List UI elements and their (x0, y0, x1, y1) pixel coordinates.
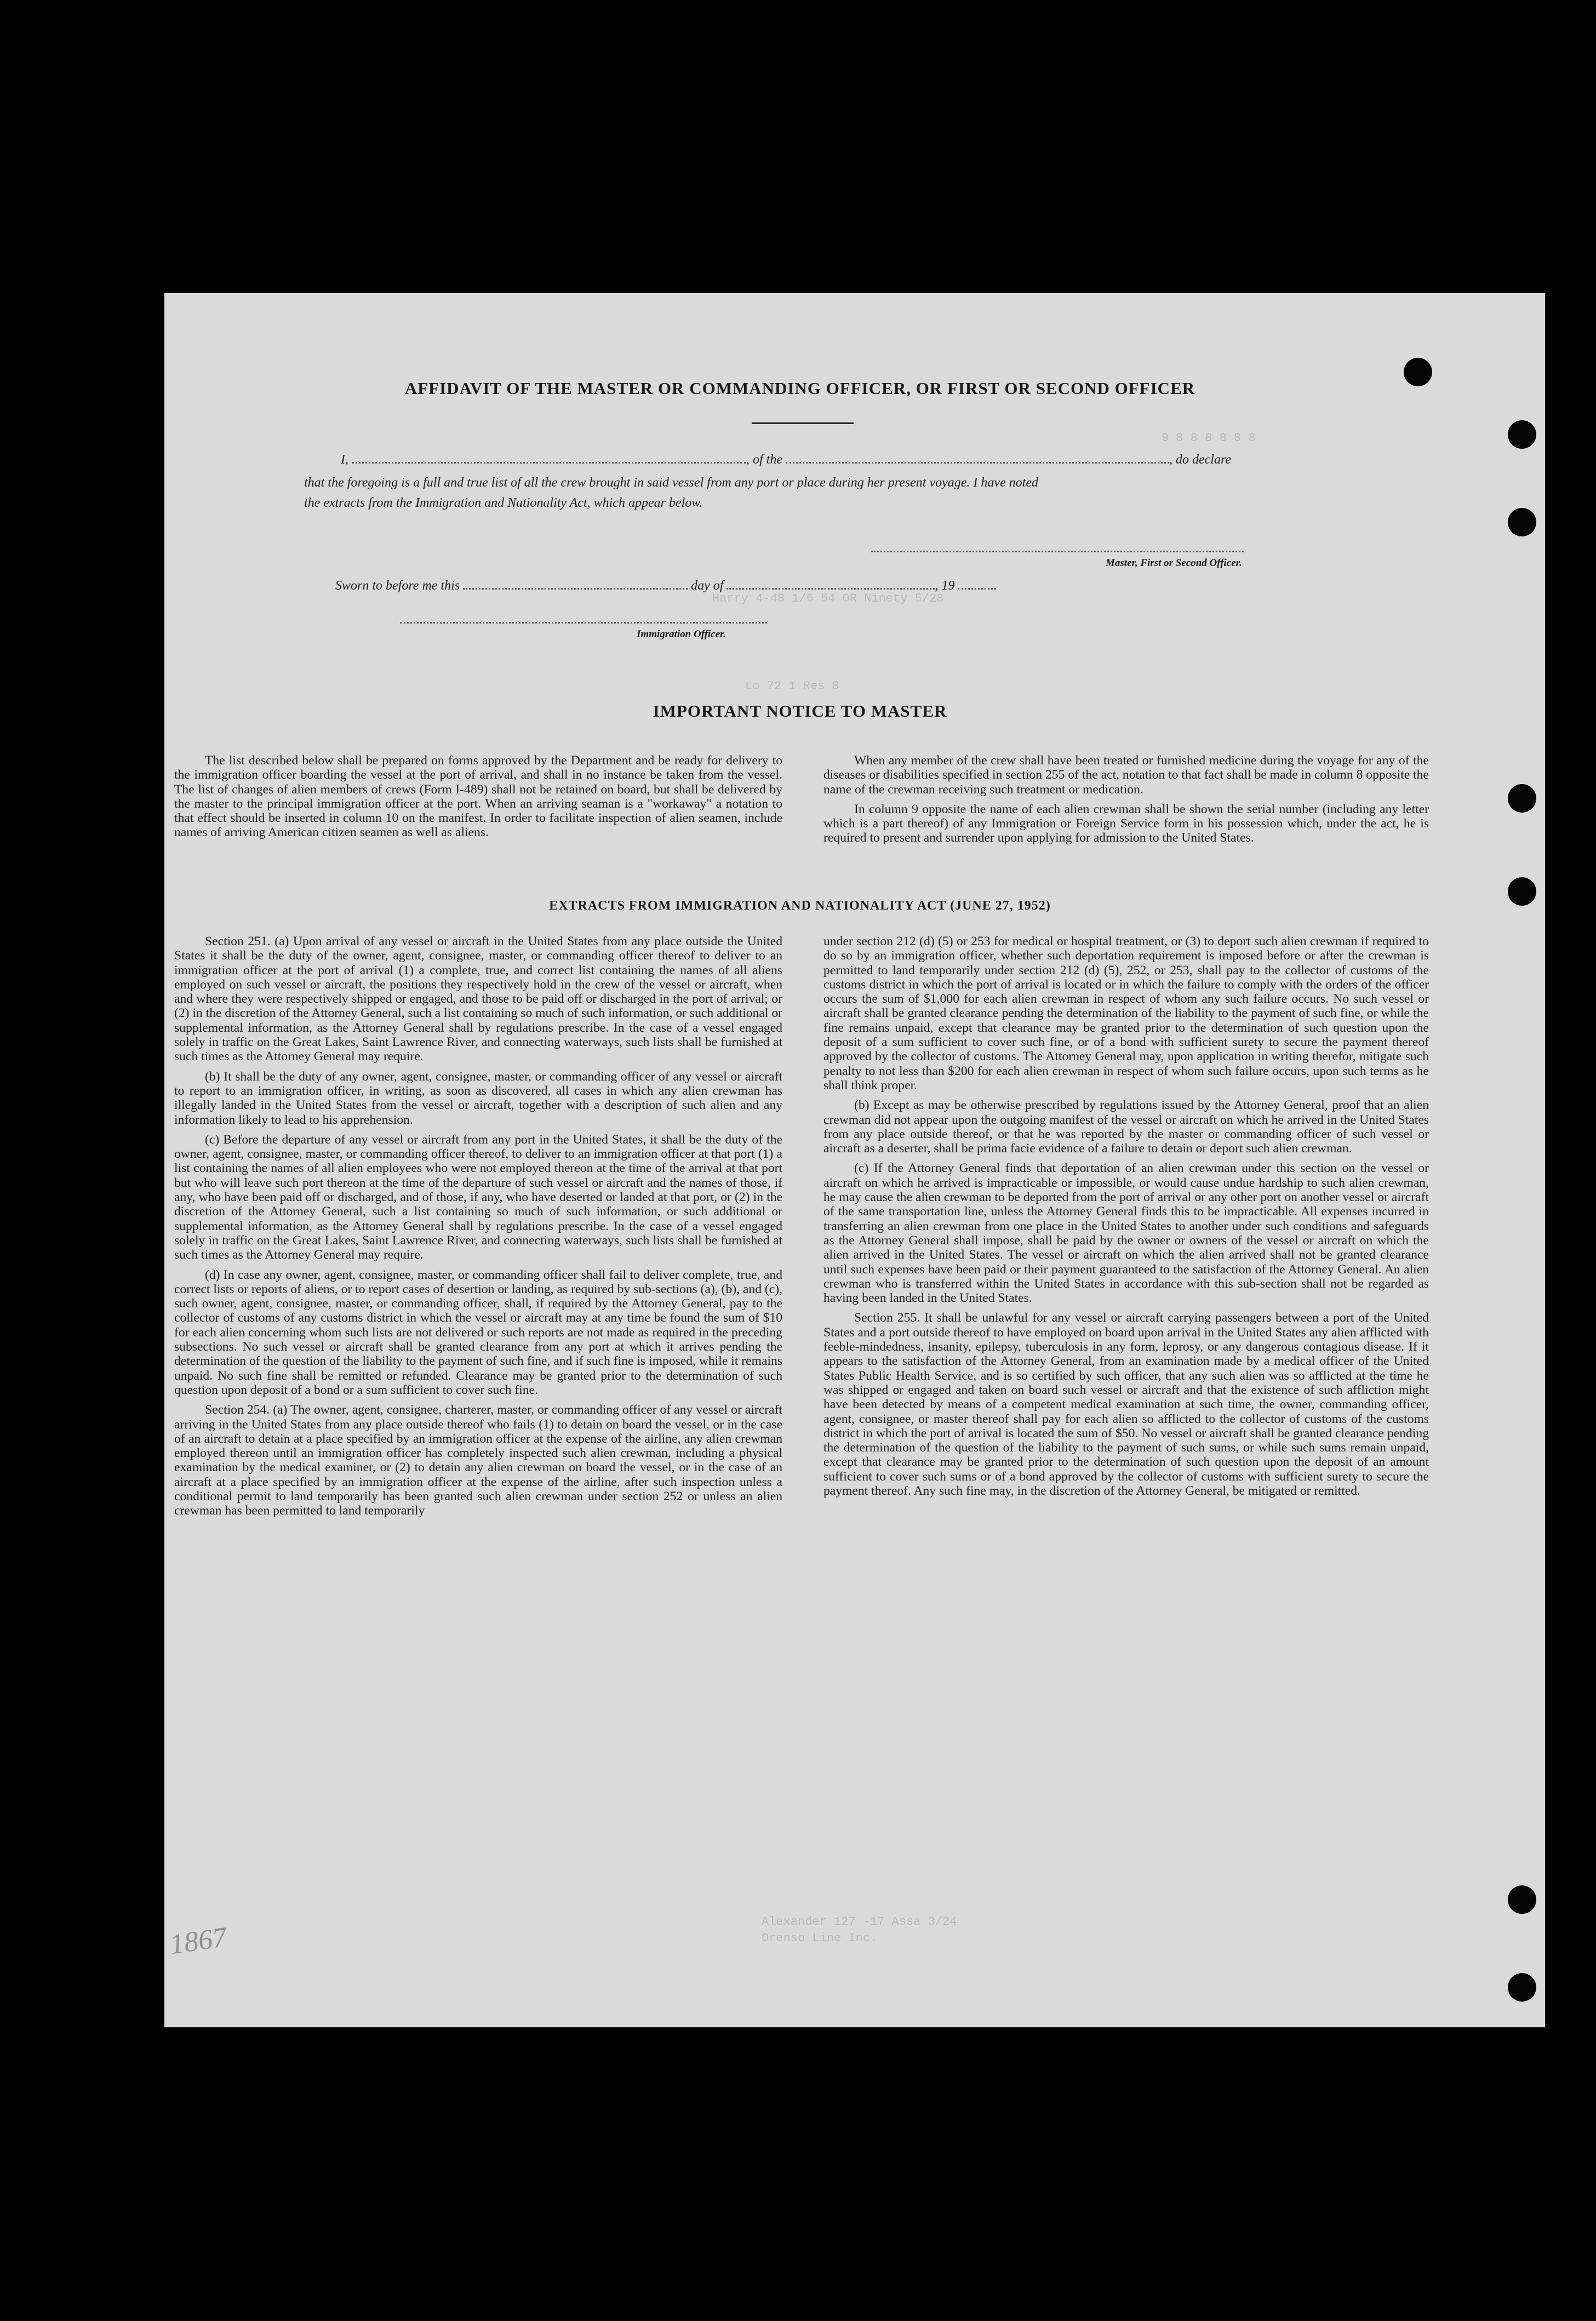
section-251-b: (b) It shall be the duty of any owner, agent, consignee, master, or commanding officer of any vessel or aircraft to report to an immigration officer, in writing, as soon as discovered, all cases in which any alien crewman has illegally landed in the United States from the vessel or aircraft, together with a description of such alien and any information likely to lead to his apprehension. (174, 1069, 782, 1127)
declaration-fill-line (341, 452, 1231, 467)
punch-hole (1508, 508, 1536, 536)
master-signature-line (871, 551, 1244, 552)
day-of-label: day of (691, 579, 724, 593)
section-251-a: Section 251. (a) Upon arrival of any vessel or aircraft in the United States from any place outside the United States it shall be the duty of the owner, agent, consignee, master, or commanding officer thereof to deliver to an immigration officer at the port of arrival (1) a complete, true, and correct list containing the names of all aliens employed on such vessel or aircraft, the positions they respectively hold in the crew of the vessel or aircraft, when and where they were respectively shipped or engaged, and those to be paid off or discharged in the port of arrival; or (2) in the discretion of the Attorney General, such a list containing so much of such information, or such additional or supplemental information, as the Attorney General shall by regulations prescribe. In the case of a vessel engaged solely in traffic on the Great Lakes, Saint Lawrence River, and connecting waterways, such lists shall be furnished at such times as the Attorney General may require. (174, 934, 782, 1064)
sworn-label: Sworn to before me this (335, 579, 460, 593)
sworn-month-blank (727, 578, 935, 590)
punch-hole (1508, 420, 1536, 449)
punch-hole (1508, 1973, 1536, 2002)
name-blank (352, 452, 746, 464)
extracts-right-column (823, 934, 1429, 1503)
section-251-c: (c) Before the departure of any vessel or aircraft from any port in the United States, it shall be the duty of the owner, agent, consignee, master, or commanding officer thereof, to deliver to an immigration officer at that port (1) a list containing the names of all alien employees who were not employed thereon at the time of the arrival at that port but who will leave such port thereon at the time of the departure of such vessel or aircraft and the names of those, if any, who have been paid off or discharged, and of those, if any, who have deserted or landed at that port, or (2) in the discretion of the Attorney General, such a list containing so much of such information, or such additional or supplemental information, as the Attorney General shall by regulations prescribe. In the case of a vessel engaged solely in traffic on the Great Lakes, Saint Lawrence River, and connecting waterways, such lists shall be furnished at such times as the Attorney General may require. (174, 1132, 782, 1262)
section-254-a: Section 254. (a) The owner, agent, consignee, charterer, master, or commanding officer of any vessel or aircraft arriving in the United States from any place outside thereof who fails (1) to detain on board the vessel, or in the case of an aircraft to detain at a place specified by an immigration officer at the expense of the airline, any alien crewman employed thereon until an immigration officer has completely inspected such alien crewman, including a physical examination by the medical examiner, or (2) to detain any alien crewman on board the vessel, or in the case of an aircraft at a place specified by an immigration officer at the expense of the airline, after such inspection unless a conditional permit to land temporarily has been granted such alien crewman under section 252 or unless an alien crewman has been permitted to land temporarily (174, 1403, 782, 1518)
sworn-day-blank (463, 578, 688, 590)
vessel-blank (786, 452, 1169, 464)
of-the-label: , of the (746, 453, 782, 467)
extracts-left-column (174, 934, 782, 1524)
declaration-line-2: the extracts from the Immigration and Nationality Act, which appear below. (304, 496, 703, 510)
notice-right-column (823, 753, 1429, 851)
notice-paragraph: When any member of the crew shall have been treated or furnished medicine during the voyage for any of the diseases or disabilities specified in section 255 of the act, notation to that fact shall be made in column 8 opposite the name of the crewman receiving such treatment or medication. (823, 753, 1429, 797)
notice-title: IMPORTANT NOTICE TO MASTER (653, 701, 947, 721)
officer-caption: Immigration Officer. (637, 628, 727, 640)
notice-paragraph: The list described below shall be prepared on forms approved by the Department and be ready for delivery to the immigration officer boarding the vessel at the port of arrival, and shall in no instance be taken from the vessel. The list of changes of alien members of crews (Form I-489) shall not be retained on board, but shall be delivered by the master to the principal immigration officer at the port. When an arriving seaman is a "workaway" a notation to that effect should be inserted in column 10 on the manifest. In order to facilitate inspection of alien seamen, include names of arriving American citizen seamen as well as aliens. (174, 753, 782, 840)
handwritten-number: 1867 (168, 1922, 229, 1960)
section-254-b: (b) Except as may be otherwise prescribed by regulations issued by the Attorney General, proof that an alien crewman did not appear upon the outgoing manifest of the vessel or aircraft on which he arrived in the United States from any place outside thereof, or that he was reported by the master or commanding officer of such vessel or aircraft as a deserter, shall be prima facie evidence of a failure to detain or deport such alien crewman. (823, 1098, 1429, 1156)
sworn-fill-line (335, 578, 996, 593)
title-divider (752, 422, 854, 424)
notice-left-column (174, 753, 782, 845)
section-255: Section 255. It shall be unlawful for any vessel or aircraft carrying passengers between a port of the United States and a port outside thereof to have employed on board upon arrival in the United States any alien afflicted with feeble-mindedness, insanity, epilepsy, tuberculosis in any form, leprosy, or any dangerous contagious disease. If it appears to the satisfaction of the Attorney General, from an examination made by a medical officer of the United States Public Health Service, and is so certified by such officer, that any such alien was so afflicted at the time he was shipped or engaged and taken on board such vessel or aircraft and that the existence of such affliction might have been detected by means of a competent medical examination at such time, the owner, commanding officer, agent, consignee, or master thereof shall pay for each alien so afflicted to the collector of customs of the customs district in which the port of arrival is located the sum of $50. No vessel or aircraft shall be granted clearance pending the determination of the question of the liability to the payment of such sums, or while such sums remain unpaid, except that clearance may be granted prior to the determination of such question upon the deposit of an amount sufficient to cover such sums or of a bond approved by the collector of customs with sufficient surety to secure the payment thereof. Any such fine may, in the discretion of the Attorney General, be mitigated or remitted. (823, 1311, 1429, 1498)
notice-paragraph: In column 9 opposite the name of each alien crewman shall be shown the serial number (including any letter which is a part thereof) of any Immigration or Foreign Service form in his possession which, under the act, he is required to present and surrender upon applying for admission to the United States. (823, 802, 1429, 845)
do-declare-label: , do declare (1169, 453, 1232, 467)
sworn-year-blank (958, 578, 996, 590)
section-254-c: (c) If the Attorney General finds that deportation of an alien crewman under this section on the vessel or aircraft on which he arrived is impracticable or impossible, or would cause undue hardship to such alien crewman, he may cause the alien crewman to be deported from the port of arrival or any other port on another vessel or aircraft of the same transportation line, unless the Attorney General finds this to be impracticable. All expenses incurred in transferring an alien crewman from one place in the United States to another under such conditions and safeguards as the Attorney General shall impose, shall be paid by the owner or owners of the vessel or aircraft on which the alien arrived in the United States. The vessel or aircraft on which the alien arrived shall not be granted clearance until such expenses have been paid or their payment guaranteed to the satisfaction of the Attorney General. An alien crewman who is transferred within the United States in accordance with this sub-section shall not be regarded as having been landed in the United States. (823, 1161, 1429, 1306)
punch-hole (1508, 877, 1536, 906)
section-254-a-continued: under section 212 (d) (5) or 253 for medical or hospital treatment, or (3) to deport such alien crewman if required to do so by an immigration officer, whether such deportation requirement is imposed before or after the crewman is permitted to land temporarily under section 212 (d) (5), 252, or 253, shall pay to the collector of customs of the customs district in which the port of arrival is located or in which the failure to comply with the orders of the officer occurs the sum of $1,000 for each alien crewman in respect of whom any such failure occurs. No such vessel or aircraft shall be granted clearance pending the determination of the liability to the payment of such fine, or while the fine remains unpaid, except that clearance may be granted prior to the determination of such question upon the deposit of a sum sufficient to cover such fine, or of a bond with sufficient surety to secure the payment thereof approved by the collector of customs. The Attorney General may, upon application in writing therefor, mitigate such penalty to not less than $200 for each alien crewman in respect of whom such failure occurs, upon such terms as he shall think proper. (823, 934, 1429, 1093)
year-label: , 19 (935, 579, 955, 593)
section-251-d: (d) In case any owner, agent, consignee, master, or commanding officer shall fail to deliver complete, true, and correct lists or reports of aliens, or to report cases of desertion or landing, as required by sub-sections (a), (b), and (c), such owner, agent, consignee, master, or commanding officer, shall, if required by the Attorney General, pay to the collector of customs of any customs district in which the vessel or aircraft may at any time be found the sum of $10 for each alien concerning whom such lists are not delivered or such reports are not made as required in the preceding subsections. No such vessel or aircraft shall be granted clearance from any port at which it arrives pending the determination of the question of the liability to the payment of such fine, and if such fine is imposed, while it remains unpaid. No such fine shall be remitted or refunded. Clearance may be granted prior to the determination of such question upon deposit of a bond or a sum sufficient to cover such fine. (174, 1267, 782, 1397)
punch-hole (1508, 1885, 1536, 1914)
master-caption: Master, First or Second Officer. (1106, 557, 1242, 569)
document-page: 9 8 8 8 8 8 8 Harry 4-48 1/6 54 OR Ninety 5/28 Lo 72 1 Res 8 Alexander 127 -17 Assa 3/24 Orenso Line Inc. AFFIDAVIT OF THE MASTER OR COMMANDING OFFICER, OR FIRST OR SECOND OFFICER I, , of the , do declare that the foregoing is a full and true list of all the crew brought in said vessel from any port or place during her present voyage. I have noted the extracts from the Immigration and Nationality Act, which appear below. Master, First or Second Officer. Sworn to before me this day of , 19 Immigration Officer. IMPORTANT NOTICE TO MASTER The list described below shall be prepared on forms approved by the Department and be ready for delivery to the immigration officer boarding the vessel at the port of arrival, and shall in no instance be taken from the vessel. The list of changes of alien members of crews (Form I-489) shall not be retained on board, but shall be delivered by the master to the principal immigration officer at the port. When an arriving seaman is a "workaway" a notation to that effect should be inserted in column 10 on the manifest. In order to facilitate inspection of alien seamen, include names of arriving American citizen seamen as well as aliens. When any member of the crew shall have been treated or furnished medicine during the voyage for any of the diseases or disabilities specified in section 255 of the act, notation to that fact shall be made in column 8 opposite the name of the crewman receiving such treatment or medication. In column 9 opposite the name of each alien crewman shall be shown the serial number (including any letter which is a part thereof) of any Immigration or Foreign Service form in his possession which, under the act, he is required to present and surrender upon applying for admission to the United States. EXTRACTS FROM IMMIGRATION AND NATIONALITY ACT (JUNE 27, 1952) Section 251. (a) Upon arrival of any vessel or aircraft in the United States from any place outside the United States it shall be the duty of the owner, agent, consignee, master, or commanding officer thereof to deliver to an immigration officer at the port of arrival (1) a complete, true, and correct list containing the names of all aliens employed on such vessel or aircraft, the positions they respectively hold in the crew of the vessel or aircraft, when and where they were respectively shipped or engaged, and those to be paid off or discharged in the port of arrival; or (2) in the discretion of the Attorney General, such a list containing so much of such information, or such additional or supplemental information, as the Attorney General shall by regulations prescribe. In the case of a vessel engaged solely in traffic on the Great Lakes, Saint Lawrence River, and connecting waterways, such lists shall be furnished at such times as the Attorney General may require. (b) It shall be the duty of any owner, agent, consignee, master, or commanding officer of any vessel or aircraft to report to an immigration officer, in writing, as soon as discovered, all cases in which any alien crewman has illegally landed in the United States from the vessel or aircraft, together with a description of such alien and any information likely to lead to his apprehension. (c) Before the departure of any vessel or aircraft from any port in the United States, it shall be the duty of the owner, agent, consignee, master, or commanding officer thereof, to deliver to an immigration officer at that port (1) a list containing the names of all alien employees who were not employed thereon at the time of the arrival at that port but who will leave such port thereon at the time of the departure of such vessel or aircraft and the names of those, if any, who have been paid off or discharged, and of those, if any, who have deserted or landed at that port, or (2) in the discretion of the Attorney General, such a list containing so much of such information, or such additional or supplemental information, as the Attorney General shall by regulations prescribe. In the case of a vessel engaged solely in traffic on the Great Lakes, Saint Lawrence River, and connecting waterways, such lists shall be furnished at such times as the Attorney General may require. (d) In case any owner, agent, consignee, master, or commanding officer shall fail to deliver complete, true, and correct lists or reports of aliens, or to report cases of desertion or landing, as required by sub-sections (a), (b), and (c), such owner, agent, consignee, master, or commanding officer, shall, if required by the Attorney General, pay to the collector of customs of any customs district in which the vessel or aircraft may at any time be found the sum of $10 for each alien concerning whom such lists are not delivered or such reports are not made as required in the preceding subsections. No such vessel or aircraft shall be granted clearance from any port at which it arrives pending the determination of the question of the liability to the payment of such fine, and if such fine is imposed, while it remains unpaid. No such fine shall be remitted or refunded. Clearance may be granted prior to the determination of such question upon deposit of a bond or a sum sufficient to cover such fine. Section 254. (a) The owner, agent, consignee, charterer, master, or commanding officer of any vessel or aircraft arriving in the United States from any place outside thereof who fails (1) to detain on board the vessel, or in the case of an aircraft to detain at a place specified by an immigration officer at the expense of the airline, any alien crewman employed thereon until an immigration officer has completely inspected such alien crewman, including a physical examination by the medical examiner, or (2) to detain any alien crewman on board the vessel, or in the case of an aircraft at a place specified by an immigration officer at the expense of the airline, after such inspection unless a conditional permit to land temporarily has been granted such alien crewman under section 252 or unless an alien crewman has been permitted to land temporarily under section 212 (d) (5) or 253 for medical or hospital treatment, or (3) to deport such alien crewman if required to do so by an immigration officer, whether such deportation requirement is imposed before or after the crewman is permitted to land temporarily under section 212 (d) (5), 252, or 253, shall pay to the collector of customs of the customs district in which the port of arrival is located or in which the failure to comply with the orders of the officer occurs the sum of $1,000 for each alien crewman in respect of whom any such failure occurs. No such vessel or aircraft shall be granted clearance pending the determination of the liability to the payment of such fine, or while the fine remains unpaid, except that clearance may be granted prior to the determination of such question upon the deposit of a sum sufficient to cover such fine, or of a bond with sufficient surety to secure the payment thereof approved by the collector of customs. The Attorney General may, upon application in writing therefor, mitigate such penalty to not less than $200 for each alien crewman in respect of whom such failure occurs, upon such terms as he shall think proper. (b) Except as may be otherwise prescribed by regulations issued by the Attorney General, proof that an alien crewman did not appear upon the outgoing manifest of the vessel or aircraft on which he arrived in the United States from any place outside thereof, or that he was reported by the master or commanding officer of such vessel or aircraft as a deserter, shall be prima facie evidence of a failure to detain or deport such alien crewman. (c) If the Attorney General finds that deportation of an alien crewman under this section on the vessel or aircraft on which he arrived is impracticable or impossible, or would cause undue hardship to such alien crewman, he may cause the alien crewman to be deported from the port of arrival or any other port on another vessel or aircraft of the same transportation line, unless the Attorney General finds this to be impracticable. All expenses incurred in transferring an alien crewman from one place in the United States to another under such conditions and safeguards as the Attorney General shall impose, shall be paid by the owner or owners of the vessel or aircraft on which the alien arrived in the United States. The vessel or aircraft on which the alien arrived shall not be granted clearance until such expenses have been paid or their payment guaranteed to the satisfaction of the Attorney General. An alien crewman who is transferred within the United States in accordance with this sub-section shall not be regarded as having been landed in the United States. Section 255. It shall be unlawful for any vessel or aircraft carrying passengers between a port of the United States and a port outside thereof to have employed on board upon arrival in the United States any alien afflicted with feeble-mindedness, insanity, epilepsy, tuberculosis in any form, leprosy, or any dangerous contagious disease. If it appears to the satisfaction of the Attorney General, from an examination made by a medical officer of the United States Public Health Service, and is so certified by such officer, that any such alien was so afflicted at the time he was shipped or engaged and taken on board such vessel or aircraft and that the existence of such affliction might have been detected by means of a competent medical examination at such time, the owner, commanding officer, agent, consignee, or master thereof shall pay for each alien so afflicted to the collector of customs of the customs district in which the port of arrival is located the sum of $50. No vessel or aircraft shall be granted clearance pending the determination of the question of the liability to the payment of such sums, or while such sums remain unpaid, except that clearance may be granted prior to the determination of such question upon the deposit of an amount sufficient to cover such sums or of a bond approved by the collector of customs with sufficient surety to secure the payment thereof. Any such fine may, in the discretion of the Attorney General, be mitigated or remitted. 1867 (164, 293, 1545, 2027)
i-label: I, (341, 453, 348, 467)
extracts-title: EXTRACTS FROM IMMIGRATION AND NATIONALITY ACT (JUNE 27, 1952) (549, 899, 1051, 913)
punch-hole (1508, 784, 1536, 813)
declaration-line-1: that the foregoing is a full and true list of all the crew brought in said vessel from any port or place during her present voyage. I have noted (304, 476, 1039, 490)
affidavit-title: AFFIDAVIT OF THE MASTER OR COMMANDING OFFICER, OR FIRST OR SECOND OFFICER (404, 379, 1195, 398)
officer-signature-line (400, 622, 767, 624)
